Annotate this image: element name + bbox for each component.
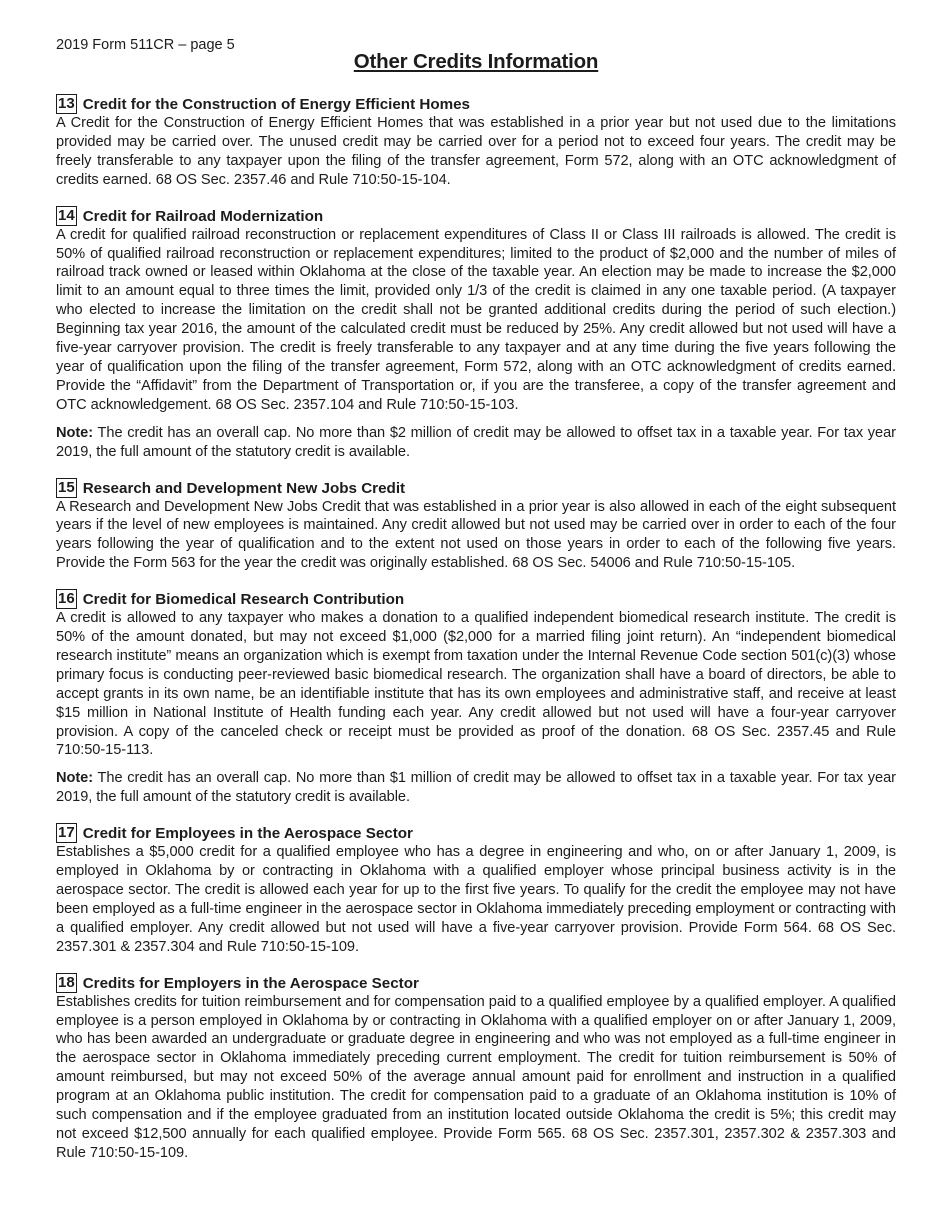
document-page — [56, 34, 896, 1163]
section-heading — [56, 821, 896, 843]
section-note — [56, 424, 896, 462]
section-title: Credit for Employees in the Aerospace Sector — [82, 825, 413, 843]
section-note — [56, 769, 896, 807]
section-body: A Research and Development New Jobs Credit that was established in a prior year is also allowed in each of the eight subsequent years if the level of new employees is maintained. Any credit allowed but not used may be carried over in order to each of the four years following the year of qualification and to the extent not used on those years in order to each of the following five years. Provide the Form 563 for the year the credit was originally established. 68 OS Sec. 54006 and Rule 710:50-15-105. — [56, 498, 896, 572]
section-body: Establishes credits for tuition reimbursement and for compensation paid to a qualified employee by a qualified employer. A qualified employee is a person employed in Oklahoma by or contracting in Oklahoma with a qualified employer on or after January 1, 2009, who has been awarded an undergraduate or graduate degree in engineering and who was not employed as a full-time engineer in the aerospace sector in Oklahoma immediately preceding current employment. The credit for tuition reimbursement is 50% of amount reimbursed, but may not exceed 50% of the average annual amount paid for enrollment and instruction in a qualified program at an Oklahoma public institution. The credit for compensation paid to a graduate of an Oklahoma institution is 10% of such compensation and if the employee graduated from an institution located outside Oklahoma the credit is 5%; this credit may not exceed $12,500 annually for each qualified employee. Provide Form 565. 68 OS Sec. 2357.301, 2357.302 & 2357.303 and Rule 710:50-15-109. — [56, 993, 896, 1161]
section-number: 14 — [58, 206, 75, 224]
section-13 — [56, 92, 896, 190]
section-title: Credit for the Construction of Energy Efficient Homes — [82, 96, 470, 113]
section-18 — [56, 971, 896, 1163]
section-title: Credit for Biomedical Research Contribution — [82, 591, 405, 609]
section-14 — [56, 204, 896, 462]
note-label: Note: — [56, 770, 94, 787]
note-label: Note: — [56, 424, 94, 441]
page-label: 2019 Form 511CR – page 5 — [56, 37, 235, 53]
section-number: 16 — [58, 590, 75, 608]
section-title: Credit for Railroad Modernization — [82, 207, 324, 225]
section-title: Credits for Employers in the Aerospace Sector — [82, 974, 419, 992]
section-number: 17 — [58, 824, 75, 842]
section-17 — [56, 821, 896, 956]
section-heading — [56, 971, 896, 993]
section-body: A Credit for the Construction of Energy Efficient Homes that was established in a prior year but not used due to the limitations provided may be carried over. The unused credit may be carried over for a period not to exceed four years. The credit may be freely transferable to any taxpayer upon the filing of the transfer agreement, Form 572, along with an OTC acknowledgment of credits earned. 68 OS Sec. 2357.46 and Rule 710:50-15-104. — [56, 115, 896, 188]
section-body: A credit is allowed to any taxpayer who makes a donation to a qualified independent biomedical research institute. The credit is 50% of the amount donated, but may not exceed $1,000 ($2,000 for a married filing joint return). An “independent biomedical research institute” means an organization which is exempt from taxation under the Internal Revenue Code section 501(c)(3) whose primary focus is conducting peer-reviewed basic biomedical research. The organization shall have a board of directors, be able to accept grants in its own name, be an identifiable institute that has its own employees and administrative staff, and receive at least $15 million in National Institute of Health funding each year. Any credit allowed but not used will have a four-year carryover provision. A copy of the canceled check or receipt must be provided as proof of the donation. 68 OS Sec. 2357.45 and Rule 710:50-15-113. — [56, 610, 896, 759]
note-text: The credit has an overall cap. No more than $1 million of credit may be allowed to offset tax in a taxable year. For tax year 2019, the full amount of the statutory credit is available. — [56, 770, 896, 806]
section-title: Research and Development New Jobs Credit — [82, 479, 406, 497]
page-title: Other Credits Information — [353, 50, 599, 73]
section-number: 13 — [58, 95, 75, 112]
note-text: The credit has an overall cap. No more than $2 million of credit may be allowed to offset tax in a taxable year. For tax year 2019, the full amount of the statutory credit is available. — [56, 424, 896, 460]
section-heading — [56, 587, 896, 609]
section-number: 18 — [58, 973, 75, 991]
section-body: Establishes a $5,000 credit for a qualified employee who has a degree in engineering and who, on or after January 1, 2009, is employed in Oklahoma by or contracting in Oklahoma with a qualified employer whose principal business activity is in the aerospace sector. The credit is allowed each year for up to the first five years. To qualify for the credit the employee may not have been employed as a full-time engineer in the aerospace sector in Oklahoma immediately preceding employment or contracting with a qualified employer. Any credit allowed but not used will have a five-year carryover provision. Provide Form 564. 68 OS Sec. 2357.301 & 2357.304 and Rule 710:50-15-109. — [56, 844, 896, 955]
section-heading — [56, 204, 896, 226]
section-number: 15 — [58, 478, 75, 496]
section-16 — [56, 587, 896, 807]
section-heading — [56, 92, 896, 114]
section-body: A credit for qualified railroad reconstruction or replacement expenditures of Class II or Class III railroads is allowed. The credit is 50% of qualified railroad reconstruction or replacement expenditures; limited to the product of $2,000 and the number of miles of railroad track owned or leased within Oklahoma at the close of the taxable year. An election may be made to increase the $2,000 limit to an amount equal to three times the limit, provided only 1/3 of the credit is claimed in any one taxable period. (A taxpayer who elected to increase the limitation on the credit shall not be granted additional credits during the period of such election.) Beginning tax year 2016, the amount of the calculated credit must be reduced by 25%. Any credit allowed but not used will have a five-year carryover provision. The credit is freely transferable to any taxpayer and at any time during the five years following the year of qualification upon the filing of the transfer agreement, Form 572, along with an OTC acknowledgment of credits earned. Provide the “Affidavit” from the Department of Transportation or, if you are the transferee, a copy of the transfer agreement and OTC acknowledgement. 68 OS Sec. 2357.104 and Rule 710:50-15-103. — [56, 226, 896, 413]
section-heading — [56, 476, 896, 498]
section-15 — [56, 476, 896, 574]
